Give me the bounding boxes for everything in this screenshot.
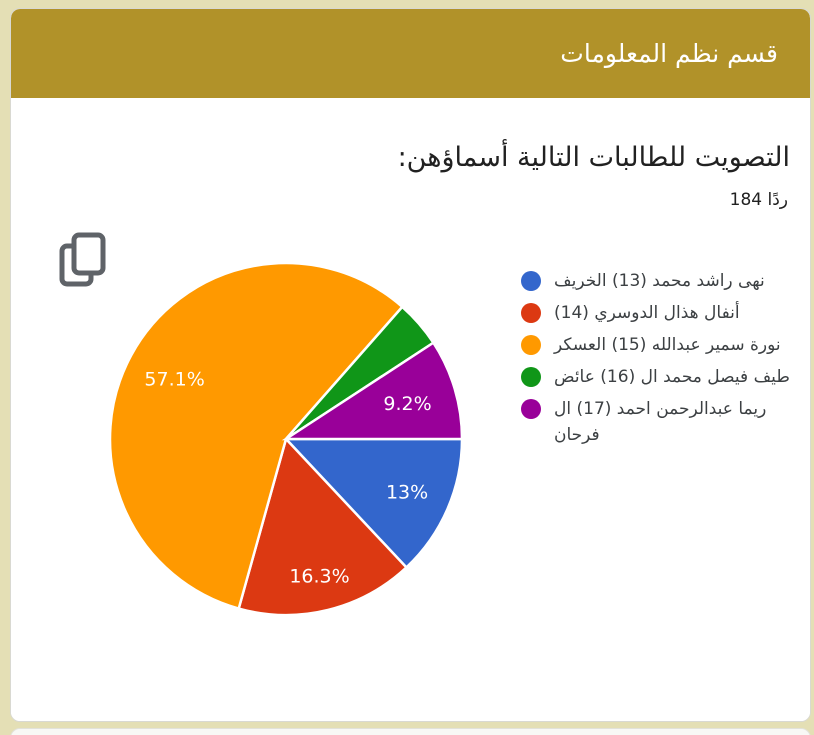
pie-slice-percentage: 13% [385, 481, 429, 504]
section-header [11, 9, 810, 98]
question-body [11, 98, 810, 722]
question-card [10, 8, 811, 722]
legend-item [521, 396, 801, 448]
section-title: قسم نظم المعلومات [560, 39, 778, 68]
legend-item [521, 268, 801, 294]
legend-label: ريما عبدالرحمن احمد (17) ال فرحان [554, 399, 767, 446]
pie-chart [107, 260, 465, 618]
legend-swatch [521, 303, 541, 323]
pie-slice-percentage: 57.1% [144, 369, 205, 392]
legend-item [521, 332, 801, 358]
legend-swatch [521, 335, 541, 355]
question-title: التصويت للطالبات التالية أسماؤهن: [397, 142, 790, 173]
legend-label: طيف فيصل محمد ال (16) عائض [554, 367, 790, 388]
legend-label: أنفال هذال الدوسري (14) [554, 303, 740, 324]
legend-swatch [521, 271, 541, 291]
legend-item [521, 364, 801, 390]
pie-slice-percentage: 9.2% [383, 393, 432, 416]
pie-chart-area [11, 210, 810, 680]
legend-swatch [521, 367, 541, 387]
legend-label: نورة سمير عبدالله (15) العسكر [554, 335, 781, 356]
legend-label: نهى راشد محمد (13) الخريف [554, 271, 765, 292]
chart-legend [521, 268, 801, 454]
legend-swatch [521, 399, 541, 419]
responses-count: 184 ردًا [729, 190, 788, 211]
pie-slice-percentage: 16.3% [289, 566, 350, 589]
legend-item [521, 300, 801, 326]
next-question-card-edge [10, 728, 811, 735]
